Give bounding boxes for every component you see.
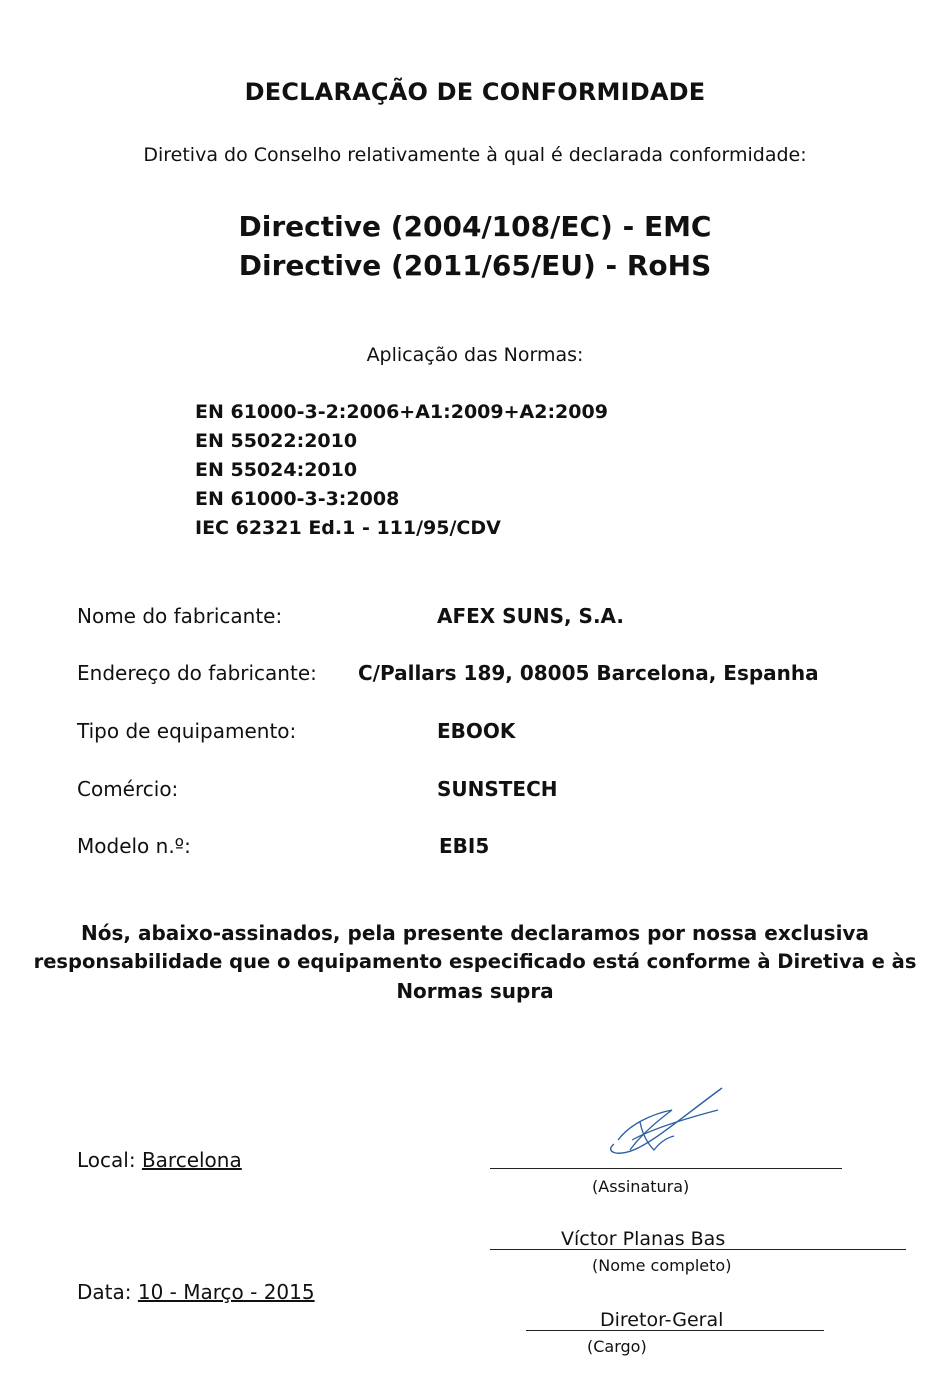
signature-caption: (Assinatura) xyxy=(592,1177,690,1196)
manufacturer-name-label: Nome do fabricante: xyxy=(77,604,283,628)
equipment-type-value: EBOOK xyxy=(437,719,516,743)
model-number-label: Modelo n.º: xyxy=(77,834,191,858)
norm-item: EN 55024:2010 xyxy=(195,459,358,481)
full-name-caption: (Nome completo) xyxy=(592,1256,732,1275)
position-caption: (Cargo) xyxy=(587,1337,647,1356)
directive-rohs: Directive (2011/65/EU) - RoHS xyxy=(238,249,712,282)
norm-item: EN 61000-3-2:2006+A1:2009+A2:2009 xyxy=(195,401,608,423)
directive-emc: Directive (2004/108/EC) - EMC xyxy=(238,210,712,243)
full-name-value: Víctor Planas Bas xyxy=(561,1228,726,1250)
date-label: Data: xyxy=(77,1280,132,1304)
manufacturer-address-value: C/Pallars 189, 08005 Barcelona, Espanha xyxy=(358,661,819,685)
norms-heading: Aplicação das Normas: xyxy=(366,344,584,366)
trade-label: Comércio: xyxy=(77,777,179,801)
position-value: Diretor-Geral xyxy=(600,1309,724,1331)
document-title: DECLARAÇÃO DE CONFORMIDADE xyxy=(244,78,706,106)
council-directive-subtitle: Diretiva do Conselho relativamente à qual é declarada conformidade: xyxy=(143,144,807,166)
date-value: 10 - Março - 2015 xyxy=(137,1280,315,1304)
declaration-line: Normas supra xyxy=(396,979,554,1003)
model-number-value: EBI5 xyxy=(439,834,490,858)
manufacturer-address-label: Endereço do fabricante: xyxy=(77,661,317,685)
location-value: Barcelona xyxy=(141,1148,242,1172)
full-name-line xyxy=(490,1249,906,1250)
signature-scribble xyxy=(600,1080,730,1160)
norm-item: EN 61000-3-3:2008 xyxy=(195,488,400,510)
position-line xyxy=(526,1330,824,1331)
location-field xyxy=(77,1148,242,1172)
date-field xyxy=(77,1280,315,1304)
manufacturer-name-value: AFEX SUNS, S.A. xyxy=(437,604,624,628)
signature-line xyxy=(490,1168,842,1169)
norm-item: IEC 62321 Ed.1 - 111/95/CDV xyxy=(195,517,501,539)
declaration-line: responsabilidade que o equipamento especificado está conforme à Diretiva e às xyxy=(33,950,917,973)
location-label: Local: xyxy=(77,1148,136,1172)
equipment-type-label: Tipo de equipamento: xyxy=(77,719,297,743)
trade-value: SUNSTECH xyxy=(437,777,558,801)
declaration-line: Nós, abaixo-assinados, pela presente declaramos por nossa exclusiva xyxy=(81,921,869,945)
norm-item: EN 55022:2010 xyxy=(195,430,358,452)
